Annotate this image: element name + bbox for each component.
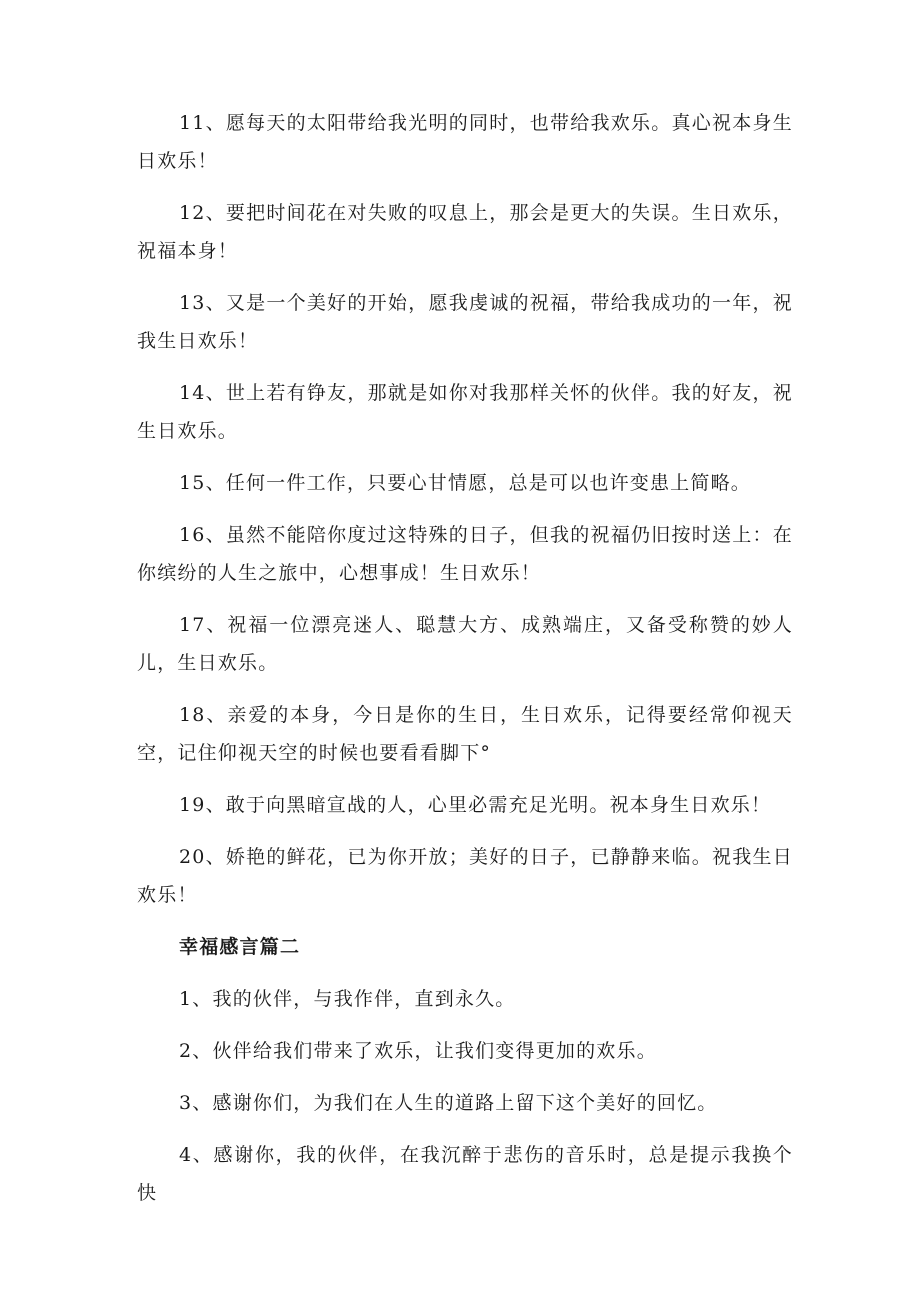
wish-item-14: 14、世上若有铮友，那就是如你对我那样关怀的伙伴。我的好友，祝生日欢乐。 [137,382,793,442]
document-body [137,104,793,1212]
quote-item-4: 4、感谢你，我的伙伴，在我沉醉于悲伤的音乐时，总是提示我换个快 [137,1144,793,1204]
wish-item-15: 15、任何一件工作，只要心甘情愿，总是可以也许变患上简略。 [179,472,751,494]
wish-item-17: 17、祝福一位漂亮迷人、聪慧大方、成熟端庄，又备受称赞的妙人儿，生日欢乐。 [137,614,793,674]
section-heading: 幸福感言篇二 [179,936,301,958]
wish-item-20: 20、娇艳的鲜花，已为你开放；美好的日子，已静静来临。祝我生日欢乐！ [137,846,793,906]
quote-item-3: 3、感谢你们，为我们在人生的道路上留下这个美好的回忆。 [179,1092,718,1114]
wish-item-16: 16、虽然不能陪你度过这特殊的日子，但我的祝福仍旧按时送上：在你缤纷的人生之旅中，心想事成！生日欢乐！ [137,524,793,584]
quote-item-1: 1、我的伙伴，与我作伴，直到永久。 [179,988,516,1010]
wish-item-19: 19、敢于向黑暗宣战的人，心里必需充足光明。祝本身生日欢乐！ [179,794,772,816]
wish-item-12: 12、要把时间花在对失败的叹息上，那会是更大的失误。生日欢乐，祝福本身！ [137,202,793,262]
wish-item-11: 11、愿每天的太阳带给我光明的同时，也带给我欢乐。真心祝本身生日欢乐！ [137,112,793,172]
wish-item-13: 13、又是一个美好的开始，愿我虔诚的祝福，带给我成功的一年，祝我生日欢乐！ [137,292,793,352]
wish-item-18: 18、亲爱的本身，今日是你的生日，生日欢乐，记得要经常仰视天空，记住仰视天空的时候也要看看脚下° [137,704,793,764]
quote-item-2: 2、伙伴给我们带来了欢乐，让我们变得更加的欢乐。 [179,1040,657,1062]
